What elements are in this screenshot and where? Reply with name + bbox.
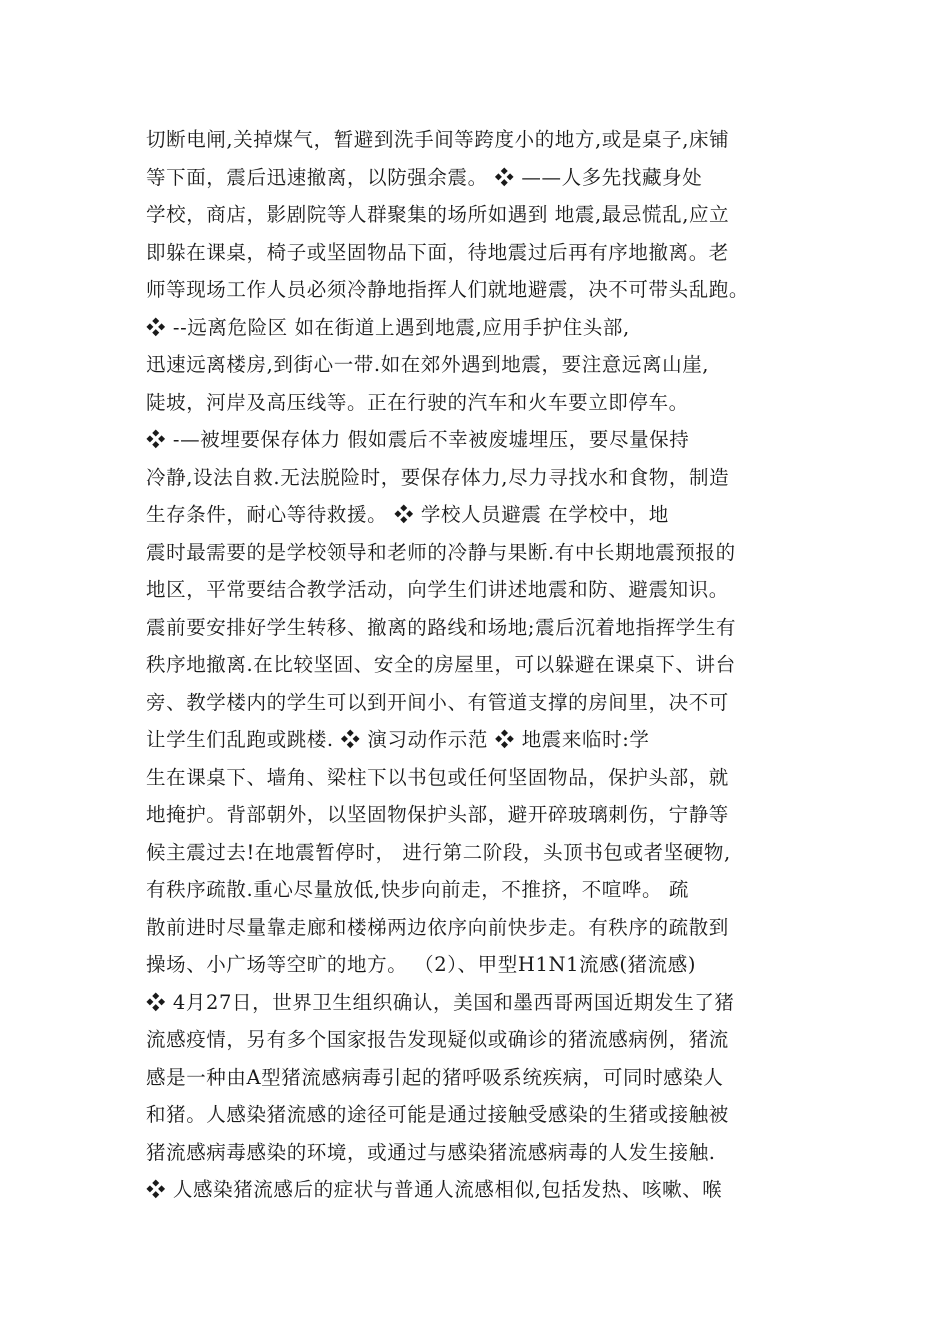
text-line: 即躲在课桌，椅子或坚固物品下面，待地震过后再有序地撤离。老 xyxy=(146,240,729,264)
text-line: ❖ -—被埋要保存体力 假如震后不幸被废墟埋压，要尽量保持 xyxy=(146,428,690,451)
body-text xyxy=(146,121,814,1209)
text-line: 操场、小广场等空旷的地方。 （2）、甲型H1N1流感(猪流感) xyxy=(146,953,697,976)
text-line: 流感疫情，另有多个国家报告发现疑似或确诊的猪流感病例，猪流 xyxy=(146,1028,729,1051)
text-line: 迅速远离楼房,到街心一带.如在郊外遇到地震，要注意远离山崖, xyxy=(146,353,710,376)
text-line: 学校，商店，影剧院等人群聚集的场所如遇到 地震,最忌慌乱,应立 xyxy=(146,203,730,226)
text-line: 候主震过去!在地震暂停时， 进行第二阶段，头顶书包或者坚硬物, xyxy=(146,840,731,864)
text-line: ❖ 人感染猪流感后的症状与普通人流感相似,包括发热、咳嗽、喉 xyxy=(146,1178,723,1201)
text-line: 冷静,设法自救.无法脱险时，要保存体力,尽力寻找水和食物，制造 xyxy=(146,465,730,489)
text-line: 陡坡，河岸及高压线等。正在行驶的汽车和火车要立即停车。 xyxy=(146,390,689,414)
text-line: 地掩护。背部朝外，以坚固物保护头部，避开碎玻璃刺伤，宁静等 xyxy=(146,803,729,826)
text-line: 生在课桌下、墙角、梁柱下以书包或任何坚固物品，保护头部，就 xyxy=(146,765,729,789)
text-line: 等下面，震后迅速撤离，以防强余震。 ❖ ——人多先找藏身处 xyxy=(146,165,703,189)
text-line: 散前进时尽量靠走廊和楼梯两边依序向前快步走。有秩序的疏散到 xyxy=(146,915,729,939)
text-line: 地区，平常要结合教学活动，向学生们讲述地震和防、避震知识。 xyxy=(146,578,729,601)
text-line: 旁、教学楼内的学生可以到开间小、有管道支撑的房间里，决不可 xyxy=(146,690,729,714)
text-line: 秩序地撤离.在比较坚固、安全的房屋里，可以躲避在课桌下、讲台 xyxy=(146,653,736,676)
text-line: 让学生们乱跑或跳楼. ❖ 演习动作示范 ❖ 地震来临时:学 xyxy=(146,728,650,751)
text-line: ❖ --远离危险区 如在街道上遇到地震,应用手护住头部, xyxy=(146,315,630,339)
text-line: 猪流感病毒感染的环境，或通过与感染猪流感病毒的人发生接触. xyxy=(146,1140,716,1164)
text-line: ❖ 4月27日，世界卫生组织确认，美国和墨西哥两国近期发生了猪 xyxy=(146,990,735,1014)
text-line: 生存条件，耐心等待救援。 ❖ 学校人员避震 在学校中，地 xyxy=(146,503,669,526)
text-line: 震时最需要的是学校领导和老师的冷静与果断.有中长期地震预报的 xyxy=(146,540,736,564)
text-line: 有秩序疏散.重心尽量放低,快步向前走，不推挤，不喧哗。 疏 xyxy=(146,878,689,901)
text-line: 震前要安排好学生转移、撤离的路线和场地;震后沉着地指挥学生有 xyxy=(146,615,737,639)
text-line: 师等现场工作人员必须冷静地指挥人们就地避震，决不可带头乱跑。 xyxy=(146,278,750,301)
text-line: 和猪。人感染猪流感的途径可能是通过接触受感染的生猪或接触被 xyxy=(146,1103,729,1126)
text-line: 切断电闸,关掉煤气，暂避到洗手间等跨度小的地方,或是桌子,床铺 xyxy=(146,128,730,151)
text-line: 感是一种由A型猪流感病毒引起的猪呼吸系统疾病，可同时感染人 xyxy=(146,1065,724,1089)
